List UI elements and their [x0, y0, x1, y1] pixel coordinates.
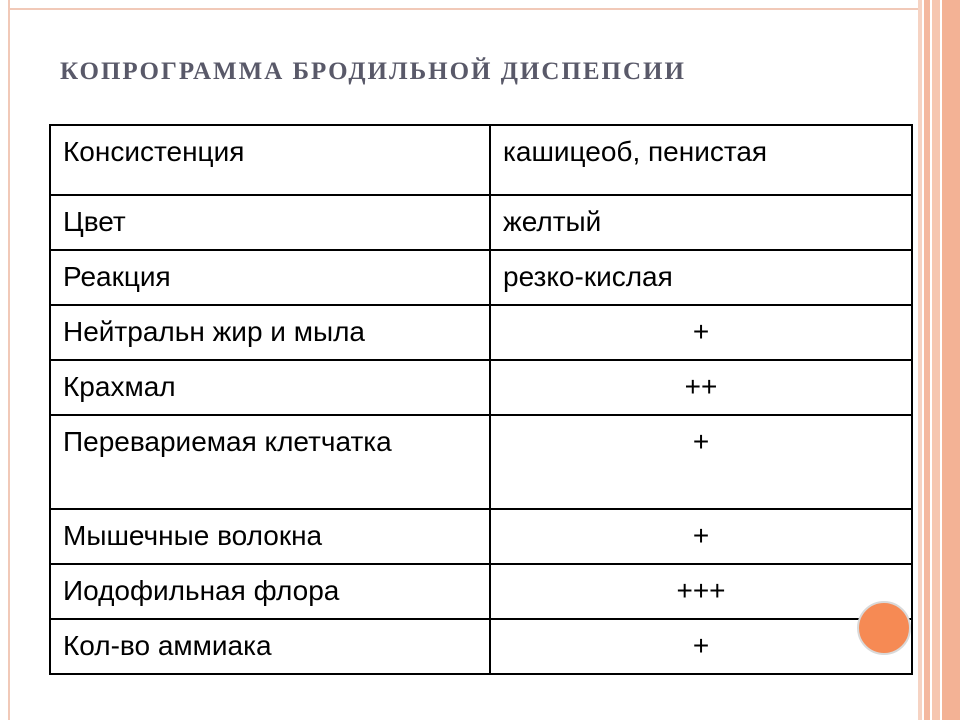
value-cell: +++ [490, 564, 912, 619]
parameter-cell: Перевариемая клетчатка [50, 415, 490, 509]
parameter-cell: Мышечные волокна [50, 509, 490, 564]
value-cell: резко-кислая [490, 250, 912, 305]
decor-stripe [924, 0, 930, 720]
table-row [50, 619, 912, 674]
table-row [50, 415, 912, 509]
decor-stripe [932, 0, 940, 720]
table-row [50, 360, 912, 415]
value-cell: ++ [490, 360, 912, 415]
parameter-cell: Консистенция [50, 125, 490, 195]
slide-frame-top [8, 8, 920, 10]
value-cell: желтый [490, 195, 912, 250]
parameter-cell: Реакция [50, 250, 490, 305]
parameter-cell: Кол-во аммиака [50, 619, 490, 674]
coprogram-table [49, 124, 913, 675]
parameter-cell: Иодофильная флора [50, 564, 490, 619]
decor-circle [857, 601, 911, 655]
parameter-cell: Нейтральн жир и мыла [50, 305, 490, 360]
value-cell: + [490, 509, 912, 564]
value-cell: + [490, 619, 912, 674]
value-cell: + [490, 415, 912, 509]
table-row [50, 305, 912, 360]
slide-title: КОПРОГРАММА БРОДИЛЬНОЙ ДИСПЕПСИИ [60, 58, 686, 85]
table-row [50, 509, 912, 564]
decor-stripe [918, 0, 922, 720]
table-row [50, 195, 912, 250]
value-cell: кашицеоб, пенистая [490, 125, 912, 195]
table-row [50, 564, 912, 619]
parameter-cell: Крахмал [50, 360, 490, 415]
table-row [50, 125, 912, 195]
parameter-cell: Цвет [50, 195, 490, 250]
decor-stripe [942, 0, 960, 720]
slide-frame-left [8, 0, 10, 720]
table-row [50, 250, 912, 305]
value-cell: + [490, 305, 912, 360]
